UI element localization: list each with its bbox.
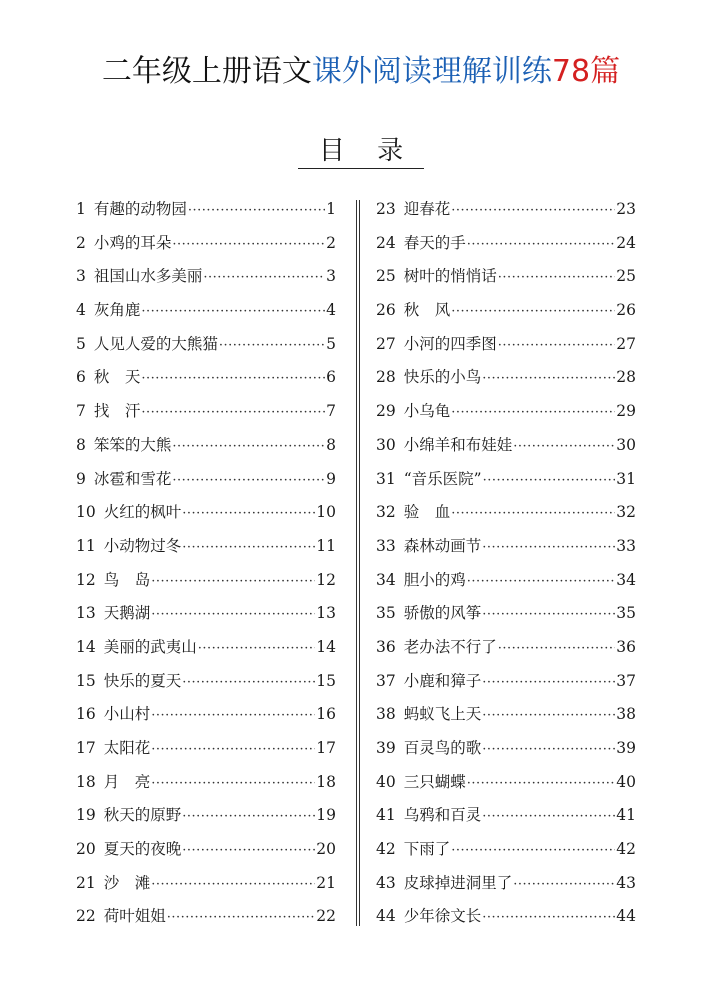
entry-page-number: 12 — [316, 570, 336, 589]
leader-dots — [151, 868, 315, 902]
entry-page-number: 21 — [316, 873, 336, 892]
entry-title: 百灵鸟的歌 — [403, 739, 482, 757]
entry-page-number: 5 — [326, 334, 336, 353]
toc-entry[interactable] — [76, 193, 336, 227]
column-divider — [356, 200, 360, 926]
toc-entry[interactable] — [76, 597, 336, 631]
entry-page-number: 13 — [316, 604, 336, 623]
entry-page-number: 4 — [326, 301, 336, 320]
entry-number: 32 — [376, 503, 396, 522]
entry-title: 三只蝴蝶 — [403, 772, 466, 791]
toc-entry[interactable] — [376, 260, 636, 294]
entry-number: 42 — [376, 840, 396, 859]
entry-page-number: 6 — [326, 368, 336, 387]
entry-number: 36 — [376, 637, 396, 656]
entry-page-number: 36 — [616, 637, 636, 656]
toc-entry[interactable] — [376, 732, 636, 766]
entry-title: 骄傲的风筝 — [403, 604, 482, 623]
entry-title: 少年徐文长 — [403, 907, 482, 926]
entry-page-number: 15 — [316, 671, 336, 690]
entry-title: 鸟 岛 — [103, 570, 151, 589]
entry-page-number: 44 — [616, 907, 636, 926]
entry-number: 15 — [76, 671, 96, 690]
document-title — [0, 52, 722, 92]
entry-number: 22 — [76, 907, 96, 926]
entry-page-number: 23 — [616, 200, 636, 218]
entry-page-number: 26 — [616, 301, 636, 320]
entry-number: 31 — [376, 469, 396, 488]
toc-entry[interactable] — [76, 867, 336, 901]
toc-entry[interactable] — [76, 361, 336, 395]
entry-number: 14 — [76, 637, 96, 656]
leader-dots — [151, 565, 315, 599]
entry-page-number: 37 — [616, 671, 636, 690]
toc-entry[interactable] — [376, 665, 636, 699]
toc-entry[interactable] — [76, 833, 336, 867]
entry-page-number: 14 — [316, 637, 336, 656]
entry-title: 小鹿和獐子 — [403, 671, 482, 690]
leader-dots — [182, 834, 315, 868]
entry-page-number: 22 — [316, 907, 336, 926]
entry-number: 10 — [76, 503, 96, 522]
entry-page-number: 11 — [316, 536, 336, 555]
leader-dots — [451, 295, 615, 329]
entry-title: 小河的四季图 — [403, 334, 497, 353]
entry-title: 快乐的夏天 — [103, 671, 182, 690]
toc-entry[interactable] — [376, 766, 636, 800]
toc-entry[interactable] — [376, 193, 636, 227]
entry-number: 35 — [376, 604, 396, 623]
entry-title: 小绵羊和布娃娃 — [403, 435, 513, 454]
leader-dots — [451, 497, 615, 531]
entry-number: 37 — [376, 671, 396, 690]
toc-entry[interactable] — [376, 867, 636, 901]
toc-entry[interactable] — [376, 227, 636, 261]
entry-page-number: 2 — [326, 233, 336, 252]
toc-entry[interactable] — [376, 328, 636, 362]
leader-dots — [182, 497, 315, 531]
leader-dots — [483, 464, 616, 498]
entry-page-number: 19 — [316, 806, 336, 825]
leader-dots — [172, 430, 325, 464]
leader-dots — [482, 531, 615, 565]
entry-title: 火红的枫叶 — [103, 503, 182, 522]
entry-title: 小动物过冬 — [103, 536, 182, 555]
entry-number: 5 — [76, 334, 86, 353]
leader-dots — [467, 228, 616, 262]
entry-number: 26 — [376, 301, 396, 320]
entry-page-number: 7 — [326, 402, 336, 421]
title-training-text: 课外阅读理解训练 — [311, 54, 552, 89]
toc-entry[interactable] — [76, 294, 336, 328]
entry-number: 17 — [76, 739, 96, 757]
entry-title: 胆小的鸡 — [403, 570, 466, 589]
entry-page-number: 35 — [616, 604, 636, 623]
entry-title: 秋 天 — [93, 368, 141, 387]
entry-number: 6 — [76, 368, 86, 387]
leader-dots — [482, 733, 615, 767]
entry-title: 找 汗 — [93, 402, 141, 421]
toc-entry[interactable] — [376, 833, 636, 867]
leader-dots — [151, 733, 315, 767]
entry-number: 34 — [376, 570, 396, 589]
entry-page-number: 28 — [616, 368, 636, 387]
entry-number: 25 — [376, 267, 396, 286]
entry-number: 27 — [376, 334, 396, 353]
entry-number: 24 — [376, 233, 396, 252]
entry-page-number: 17 — [316, 739, 336, 757]
entry-title: 人见人爱的大熊猫 — [93, 334, 218, 353]
entry-number: 30 — [376, 435, 396, 454]
entry-title: 有趣的动物园 — [93, 200, 187, 218]
leader-dots — [482, 901, 615, 935]
toc-entry[interactable] — [376, 429, 636, 463]
entry-title: 森林动画节 — [403, 536, 482, 555]
toc-entry[interactable] — [76, 665, 336, 699]
toc-entry[interactable] — [76, 631, 336, 665]
entry-title: 乌鸦和百灵 — [403, 806, 482, 825]
entry-page-number: 16 — [316, 705, 336, 724]
entry-number: 40 — [376, 772, 396, 791]
entry-number: 28 — [376, 368, 396, 387]
leader-dots — [141, 362, 325, 396]
entry-number: 2 — [76, 233, 86, 252]
leader-dots — [482, 699, 615, 733]
leader-dots — [498, 632, 616, 666]
entry-page-number: 3 — [326, 267, 336, 286]
toc-entry[interactable] — [376, 361, 636, 395]
entry-title: 快乐的小鸟 — [403, 368, 482, 387]
leader-dots — [151, 598, 315, 632]
entry-title: 太阳花 — [103, 739, 151, 757]
leader-dots — [182, 666, 315, 700]
entry-title: 秋 风 — [403, 301, 451, 320]
entry-title: 夏天的夜晚 — [103, 840, 182, 859]
entry-title: 蚂蚁飞上天 — [403, 705, 482, 724]
entry-page-number: 18 — [316, 772, 336, 791]
leader-dots — [451, 834, 615, 868]
entry-title: 美丽的武夷山 — [103, 637, 197, 656]
leader-dots — [172, 228, 325, 262]
entry-title: 下雨了 — [403, 840, 451, 859]
entry-page-number: 31 — [616, 469, 636, 488]
entry-page-number: 1 — [326, 200, 336, 218]
entry-title: 老办法不行了 — [403, 637, 497, 656]
toc-entry[interactable] — [76, 732, 336, 766]
toc-entry[interactable] — [376, 463, 636, 497]
leader-dots — [482, 362, 615, 396]
leader-dots — [482, 666, 615, 700]
entry-title: “音乐医院” — [403, 469, 482, 488]
entry-title: 冰雹和雪花 — [93, 469, 172, 488]
entry-page-number: 38 — [616, 705, 636, 724]
entry-number: 16 — [76, 705, 96, 724]
toc-entry[interactable] — [376, 698, 636, 732]
leader-dots — [198, 632, 316, 666]
entry-number: 8 — [76, 435, 86, 454]
leader-dots — [151, 699, 315, 733]
entry-number: 29 — [376, 402, 396, 421]
entry-number: 18 — [76, 772, 96, 791]
entry-title: 树叶的悄悄话 — [403, 267, 497, 286]
toc-entry[interactable] — [76, 429, 336, 463]
entry-title: 灰角鹿 — [93, 301, 141, 320]
entry-title: 迎春花 — [403, 200, 451, 218]
title-count-text: 78篇 — [551, 54, 621, 89]
entry-number: 13 — [76, 604, 96, 623]
toc-entry[interactable] — [376, 395, 636, 429]
leader-dots — [467, 767, 616, 801]
leader-dots — [182, 800, 315, 834]
leader-dots — [219, 329, 325, 363]
entry-title: 皮球掉进洞里了 — [403, 873, 513, 892]
entry-title: 沙 滩 — [103, 873, 151, 892]
entry-page-number: 10 — [316, 503, 336, 522]
entry-number: 19 — [76, 806, 96, 825]
leader-dots — [141, 396, 325, 430]
toc-entry[interactable] — [376, 294, 636, 328]
leader-dots — [151, 767, 315, 801]
entry-page-number: 25 — [616, 267, 636, 286]
entry-title: 小乌龟 — [403, 402, 451, 421]
entry-title: 笨笨的大熊 — [93, 435, 172, 454]
leader-dots — [141, 295, 325, 329]
entry-number: 7 — [76, 402, 86, 421]
entry-number: 23 — [376, 200, 396, 218]
toc-entry[interactable] — [76, 900, 336, 934]
toc-entry[interactable] — [76, 799, 336, 833]
entry-number: 12 — [76, 570, 96, 589]
entry-title: 祖国山水多美丽 — [93, 267, 203, 286]
leader-dots — [182, 531, 315, 565]
leader-dots — [498, 329, 616, 363]
entry-title: 荷叶姐姐 — [103, 907, 166, 926]
leader-dots — [203, 261, 325, 295]
entry-page-number: 43 — [616, 873, 636, 892]
entry-number: 43 — [376, 873, 396, 892]
toc-entry[interactable] — [76, 766, 336, 800]
entry-title: 天鹅湖 — [103, 604, 151, 623]
toc-entry[interactable] — [376, 631, 636, 665]
entry-number: 11 — [76, 536, 96, 555]
toc-entry[interactable] — [76, 530, 336, 564]
entry-page-number: 8 — [326, 435, 336, 454]
leader-dots — [513, 430, 615, 464]
entry-number: 20 — [76, 840, 96, 859]
entry-number: 33 — [376, 536, 396, 555]
toc-entry[interactable] — [76, 698, 336, 732]
entry-number: 3 — [76, 267, 86, 286]
entry-page-number: 9 — [326, 469, 336, 488]
entry-number: 4 — [76, 301, 86, 320]
leader-dots — [482, 800, 615, 834]
toc-entry[interactable] — [376, 900, 636, 934]
entry-page-number: 39 — [616, 739, 636, 757]
entry-number: 1 — [76, 200, 86, 218]
entry-page-number: 30 — [616, 435, 636, 454]
toc-entry[interactable] — [76, 260, 336, 294]
leader-dots — [172, 464, 325, 498]
entry-page-number: 41 — [616, 806, 636, 825]
toc-entry[interactable] — [76, 496, 336, 530]
toc-entry[interactable] — [376, 597, 636, 631]
entry-page-number: 33 — [616, 536, 636, 555]
toc-right-column — [376, 193, 636, 934]
leader-dots — [188, 194, 325, 228]
toc-entry[interactable] — [76, 564, 336, 598]
entry-title: 小鸡的耳朵 — [93, 233, 172, 252]
entry-title: 春天的手 — [403, 233, 466, 252]
leader-dots — [482, 598, 615, 632]
toc-entry[interactable] — [76, 395, 336, 429]
entry-number: 21 — [76, 873, 96, 892]
entry-page-number: 42 — [616, 840, 636, 859]
entry-page-number: 29 — [616, 402, 636, 421]
toc-entry[interactable] — [76, 227, 336, 261]
toc-entry[interactable] — [376, 496, 636, 530]
leader-dots — [451, 396, 615, 430]
toc-entry[interactable] — [76, 463, 336, 497]
entry-page-number: 27 — [616, 334, 636, 353]
entry-page-number: 24 — [616, 233, 636, 252]
toc-entry[interactable] — [376, 564, 636, 598]
leader-dots — [451, 194, 615, 228]
entry-page-number: 20 — [316, 840, 336, 859]
leader-dots — [467, 565, 616, 599]
entry-title: 验 血 — [403, 503, 451, 522]
toc-entry[interactable] — [376, 530, 636, 564]
entry-number: 41 — [376, 806, 396, 825]
entry-title: 秋天的原野 — [103, 806, 182, 825]
entry-number: 38 — [376, 705, 396, 724]
entry-page-number: 34 — [616, 570, 636, 589]
entry-title: 月 亮 — [103, 772, 151, 791]
toc-left-column — [76, 193, 336, 934]
entry-number: 39 — [376, 739, 396, 757]
entry-page-number: 40 — [616, 772, 636, 791]
toc-heading: 目 录 — [298, 134, 424, 169]
leader-dots — [498, 261, 616, 295]
toc-entry[interactable] — [76, 328, 336, 362]
title-grade-text: 二年级上册语文 — [101, 54, 312, 89]
toc-entry[interactable] — [376, 799, 636, 833]
leader-dots — [167, 901, 316, 935]
leader-dots — [513, 868, 615, 902]
entry-number: 44 — [376, 907, 396, 926]
entry-title: 小山村 — [103, 705, 151, 724]
entry-page-number: 32 — [616, 503, 636, 522]
entry-number: 9 — [76, 469, 86, 488]
